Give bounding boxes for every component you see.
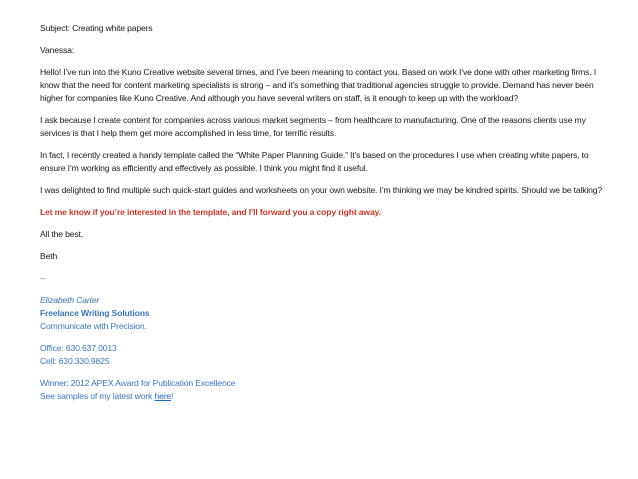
email-closing: All the best,: [40, 229, 83, 239]
email-greeting: Vanessa:: [40, 45, 74, 55]
email-paragraph: In fact, I recently created a handy template called the “White Paper Planning Guide.” It’s based on the procedures I use when creating white papers, to ensure I’m working as efficiently and effectively as possible. I think you might find it useful.: [40, 150, 589, 173]
call-to-action: Let me know if you’re interested in the template, and I’ll forward you a copy right away.: [40, 207, 381, 217]
email-paragraph: I was delighted to find multiple such quick-start guides and worksheets on your own website. I’m thinking we may be kindred spirits. Should we be talking?: [40, 185, 603, 195]
signature-name: Elizabeth Carter: [40, 295, 100, 305]
samples-link[interactable]: here: [154, 391, 172, 401]
email-body: [40, 22, 612, 403]
signature-cell-phone: Cell: 630.330.9825: [40, 356, 110, 366]
email-paragraph: Hello! I’ve run into the Kuno Creative website several times, and I’ve been meaning to contact you. Based on work I’ve done with other marketing firms, I know that the need for content marketing specialists is strong – and it’s something that traditional agencies struggle to provide. Demand has never been higher for companies like Kuno Creative. And although you have several writers on staff, is it enough to keep up with the workload?: [40, 67, 596, 103]
email-paragraph: I ask because I create content for companies across various market segments – from healthcare to manufacturing. One of the reasons clients use my services is that I help them get more accomplished in less time, for terrific results.: [40, 115, 586, 138]
email-subject: Subject: Creating white papers: [40, 23, 153, 33]
samples-prefix: See samples of my latest work: [40, 391, 155, 401]
samples-suffix: !: [171, 391, 174, 401]
sender-name: Beth: [40, 251, 58, 261]
signature-tagline: Communicate with Precision.: [40, 321, 147, 331]
signature-company: Freelance Writing Solutions: [40, 308, 150, 318]
signature-office-phone: Office: 630.637.0013: [40, 343, 117, 353]
signature-separator: --: [40, 273, 46, 283]
signature-samples: [40, 390, 612, 403]
email-signature: [40, 272, 612, 403]
signature-award: Winner: 2012 APEX Award for Publication Excellence: [40, 378, 236, 388]
